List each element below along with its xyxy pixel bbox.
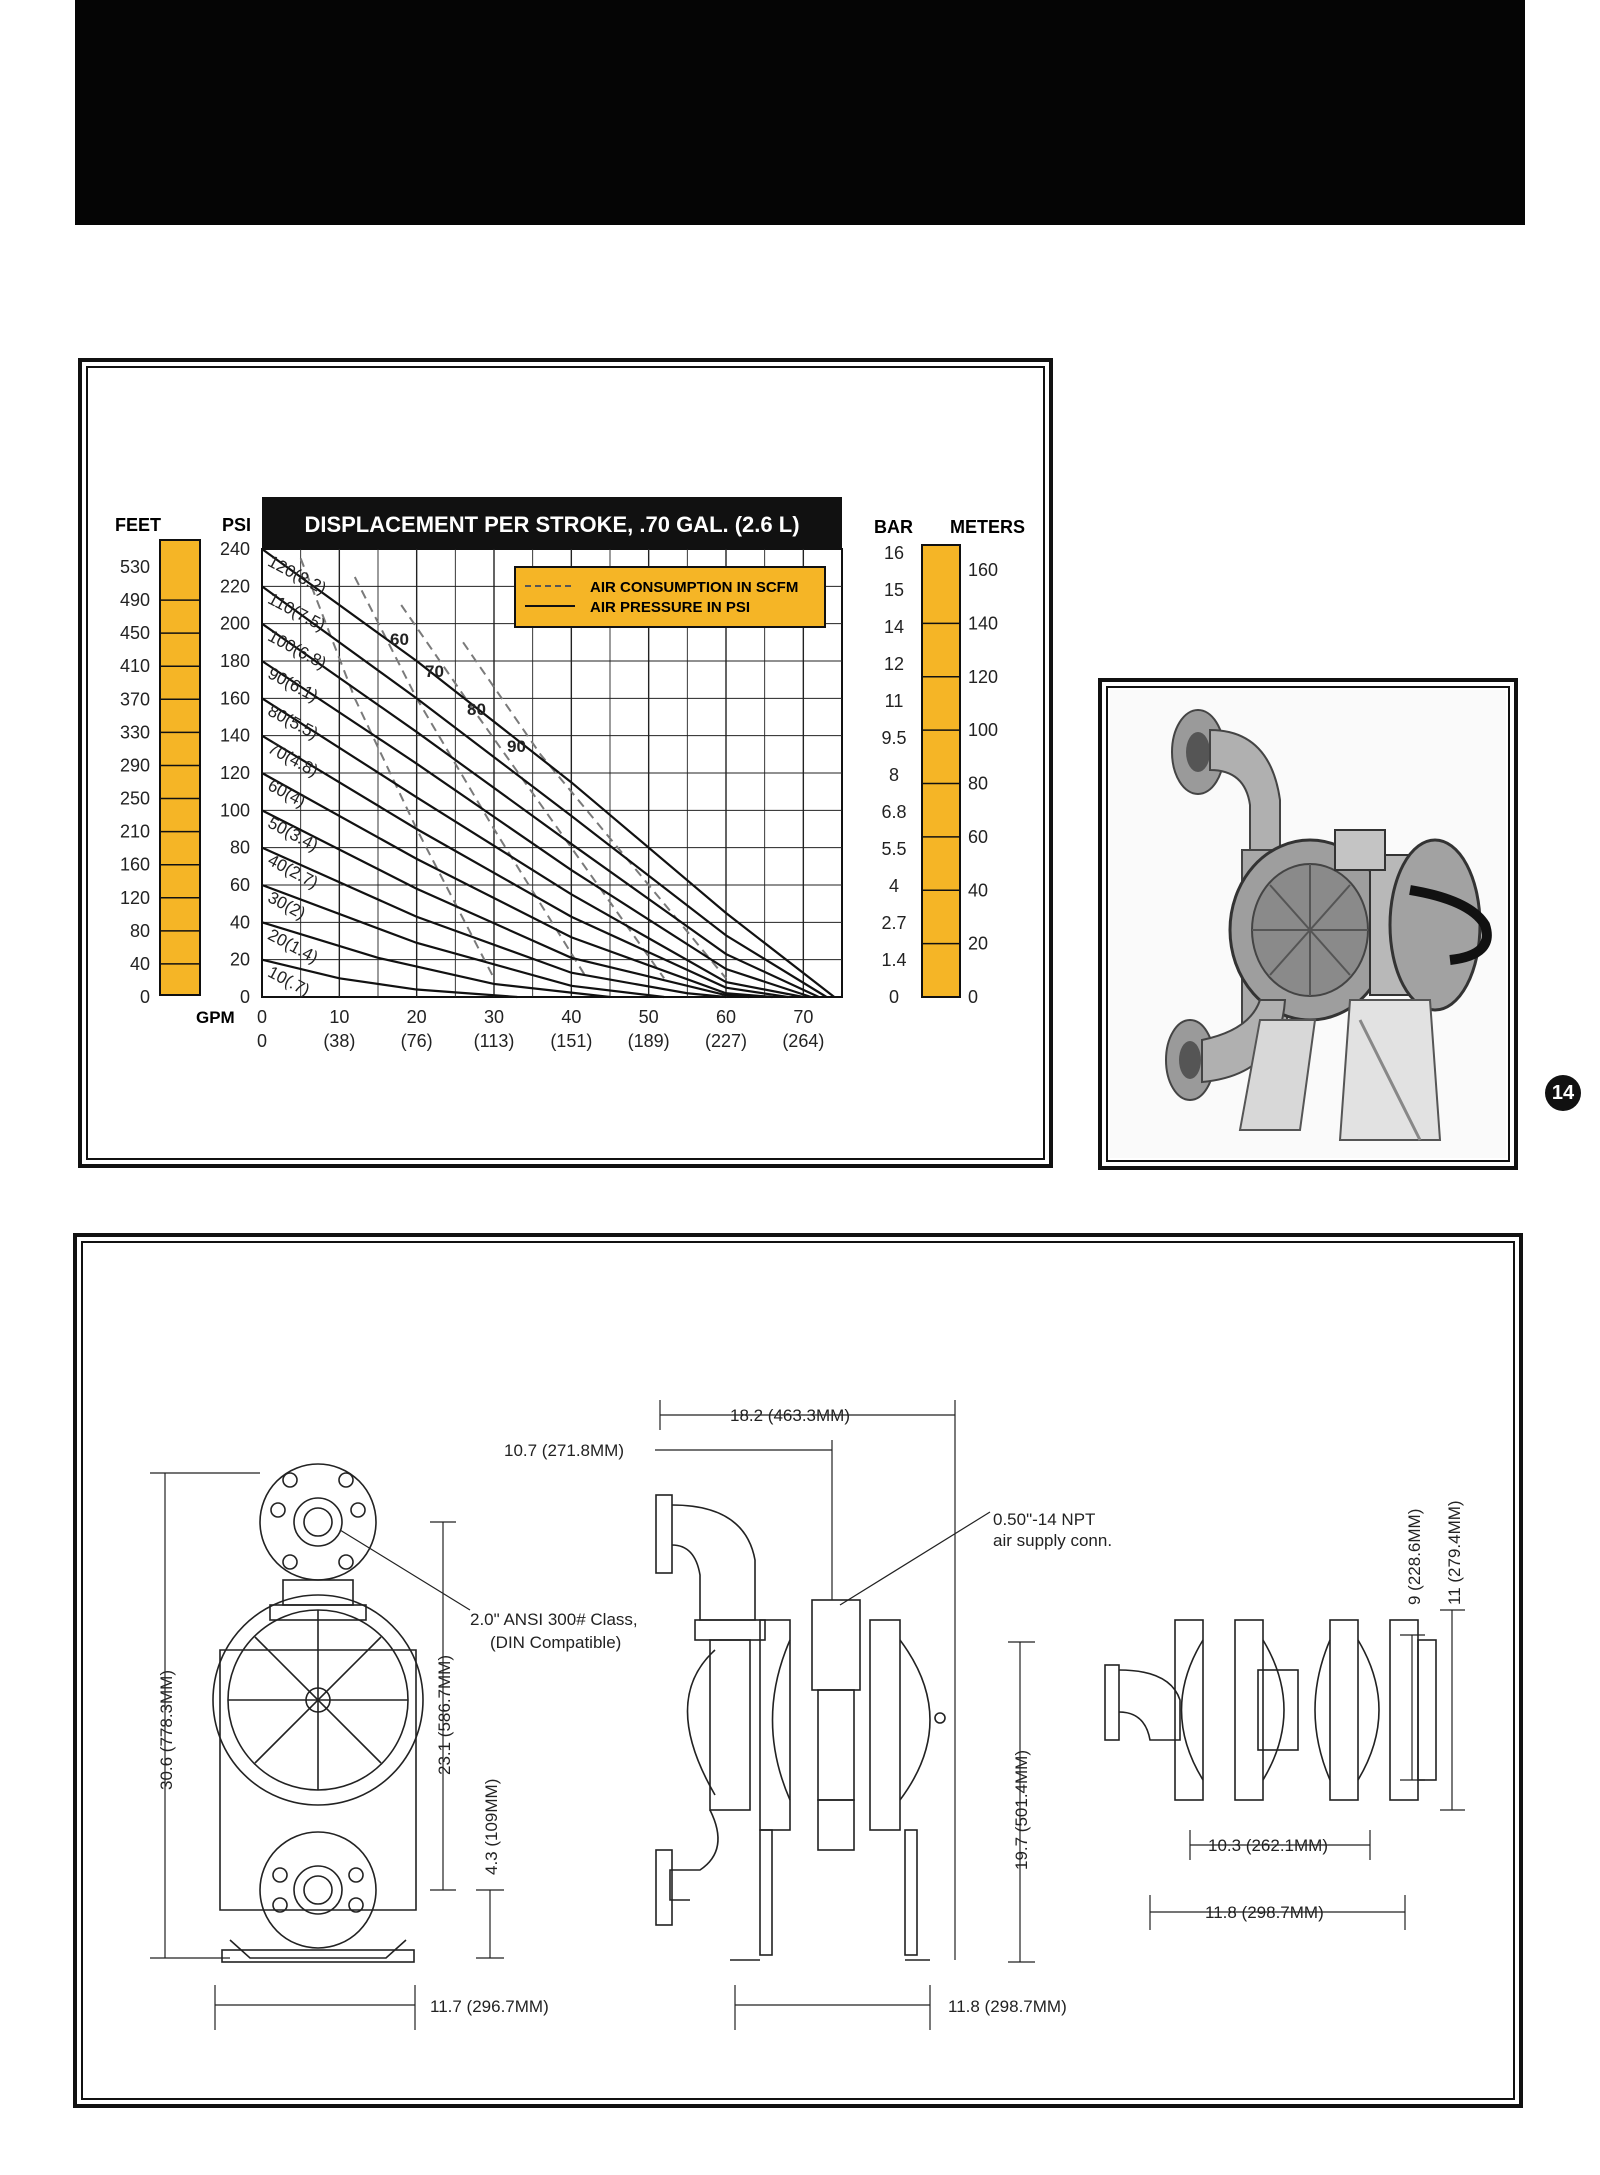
- meters-tick-label: 140: [968, 613, 999, 634]
- x-tick-label-lpm: (227): [704, 1031, 748, 1051]
- psi-tick-label: 200: [219, 613, 250, 634]
- bar-tick-label: 4: [888, 876, 900, 896]
- x-tick-label-gpm: 60: [715, 1007, 737, 1027]
- feet-tick-label: 80: [129, 920, 150, 941]
- front-width-dim: 11.7 (296.7MM): [430, 1997, 549, 2016]
- bar-tick-label: 11: [884, 691, 904, 711]
- flange-note-line1: 2.0" ANSI 300# Class,: [470, 1610, 638, 1629]
- meters-tick-label: 60: [968, 826, 989, 847]
- pressure-curve-label: 60(4): [264, 775, 309, 812]
- feet-tick-label: 330: [119, 722, 150, 743]
- scfm-curve-label: 60: [390, 630, 409, 649]
- top-width-a-dim: 10.3 (262.1MM): [1208, 1836, 1328, 1855]
- psi-tick-label: 220: [219, 576, 250, 597]
- x-tick-label-lpm: (151): [550, 1031, 593, 1051]
- x-tick-label-gpm: 30: [483, 1007, 505, 1027]
- gpm-axis-label: GPM: [196, 1008, 235, 1027]
- bar-tick-label: 0: [888, 987, 900, 1007]
- side-air-height-dim: 19.7 (501.4MM): [1012, 1750, 1031, 1870]
- bar-tick-label: 15: [883, 580, 905, 600]
- scfm-curve-label: 90: [507, 737, 526, 756]
- pressure-curve-label: 40(2.7): [264, 850, 322, 893]
- x-tick-label-gpm: 0: [256, 1007, 268, 1027]
- front-height-outlet-dim: 4.3 (109MM): [482, 1778, 501, 1875]
- meters-axis-label: METERS: [950, 517, 1026, 537]
- x-tick-label-lpm: (264): [782, 1031, 825, 1051]
- meters-tick-label: 20: [968, 933, 989, 954]
- front-height-inlet-dim: 23.1 (586.7MM): [435, 1655, 454, 1775]
- side-half-width-dim: 10.7 (271.8MM): [504, 1441, 624, 1460]
- pressure-curve-label: 50(3.4): [264, 813, 322, 856]
- feet-tick-label: 40: [129, 953, 150, 974]
- psi-tick-label: 80: [229, 837, 250, 858]
- x-tick-label-lpm: 0: [256, 1031, 268, 1051]
- psi-tick-label: 0: [239, 987, 250, 1007]
- x-tick-label-gpm: 50: [638, 1007, 659, 1027]
- top-width-b-dim: 11.8 (298.7MM): [1205, 1903, 1324, 1922]
- side-overall-width-dim: 18.2 (463.3MM): [730, 1406, 850, 1425]
- psi-tick-label: 60: [229, 875, 250, 895]
- feet-tick-label: 410: [119, 656, 150, 677]
- x-tick-label-lpm: (38): [323, 1031, 356, 1051]
- x-tick-label-gpm: 40: [561, 1007, 582, 1027]
- feet-tick-label: 490: [119, 590, 150, 611]
- psi-axis-label: PSI: [222, 515, 252, 535]
- flange-note-line2: (DIN Compatible): [490, 1633, 622, 1652]
- feet-tick-label: 370: [119, 689, 150, 710]
- pressure-curve-label: 30(2): [264, 887, 309, 924]
- legend-air-pressure: AIR PRESSURE IN PSI: [590, 599, 751, 616]
- meters-tick-label: 160: [968, 560, 999, 580]
- bar-axis-label: BAR: [874, 517, 913, 537]
- bar-tick-label: 12: [883, 654, 905, 674]
- feet-tick-label: 250: [119, 788, 150, 809]
- feet-axis-label: FEET: [115, 515, 162, 535]
- psi-tick-label: 40: [229, 912, 250, 933]
- pressure-curve-label: 110(7.5): [264, 589, 329, 636]
- page-number-badge: 14: [1545, 1075, 1581, 1111]
- x-tick-label-lpm: (76): [400, 1031, 433, 1051]
- scfm-curve-label: 70: [425, 662, 444, 681]
- air-supply-note-line2: air supply conn.: [993, 1531, 1113, 1550]
- psi-tick-label: 120: [219, 763, 250, 783]
- meters-tick-label: 40: [968, 880, 989, 901]
- pressure-curve-label: 120(8.2): [264, 551, 330, 599]
- pressure-curve-label: 20(1.4): [264, 925, 322, 968]
- bar-tick-label: 8: [888, 765, 900, 785]
- x-tick-label-gpm: 20: [406, 1007, 427, 1027]
- feet-tick-label: 530: [119, 557, 150, 577]
- bar-tick-label: 6.8: [881, 802, 907, 822]
- feet-tick-label: 210: [119, 821, 150, 842]
- meters-tick-label: 120: [968, 666, 999, 687]
- top-view: [1105, 1620, 1436, 1800]
- feet-tick-label: 160: [119, 854, 150, 875]
- psi-tick-label: 160: [219, 688, 250, 709]
- top-height-b-dim: 11 (279.4MM): [1445, 1500, 1464, 1605]
- pressure-curve-label: 10(.7): [264, 962, 313, 1001]
- front-height-total-dim: 30.6 (778.3MM): [157, 1670, 176, 1790]
- side-base-width-dim: 11.8 (298.7MM): [948, 1997, 1067, 2016]
- side-view: [656, 1495, 945, 1960]
- pressure-curve-label: 100(6.8): [264, 626, 330, 673]
- x-tick-label-gpm: 70: [793, 1007, 814, 1027]
- chart-title: DISPLACEMENT PER STROKE, .70 GAL. (2.6 L): [304, 512, 800, 537]
- x-tick-label-lpm: (113): [473, 1031, 515, 1051]
- psi-tick-label: 100: [219, 800, 250, 821]
- x-tick-label-gpm: 10: [329, 1007, 350, 1027]
- feet-tick-label: 0: [139, 987, 150, 1007]
- psi-tick-label: 240: [219, 539, 250, 559]
- bar-tick-label: 9.5: [881, 728, 907, 748]
- bar-tick-label: 14: [883, 617, 905, 637]
- legend-air-consumption: AIR CONSUMPTION IN SCFM: [590, 579, 799, 596]
- bar-tick-label: 16: [883, 543, 905, 563]
- meters-tick-label: 80: [968, 773, 989, 794]
- meters-tick-label: 0: [968, 987, 979, 1007]
- scfm-curve-label: 80: [467, 700, 486, 719]
- meters-tick-label: 100: [968, 720, 999, 741]
- air-supply-note-line1: 0.50"-14 NPT: [993, 1510, 1096, 1529]
- feet-tick-label: 450: [119, 623, 150, 644]
- bar-tick-label: 2.7: [881, 913, 907, 933]
- feet-tick-label: 290: [119, 755, 150, 776]
- bar-tick-label: 5.5: [881, 839, 907, 859]
- top-height-a-dim: 9 (228.6MM): [1405, 1508, 1424, 1605]
- pressure-curve-label: 90(6.1): [264, 663, 322, 706]
- psi-tick-label: 140: [219, 725, 250, 746]
- pressure-curve-label: 70(4.8): [264, 738, 322, 781]
- feet-tick-label: 120: [119, 887, 150, 908]
- front-view: [213, 1464, 423, 1962]
- psi-tick-label: 180: [219, 651, 250, 671]
- psi-tick-label: 20: [229, 949, 250, 970]
- x-tick-label-lpm: (189): [627, 1031, 670, 1051]
- bar-tick-label: 1.4: [881, 950, 907, 970]
- pressure-curve-label: 80(5.5): [264, 701, 322, 744]
